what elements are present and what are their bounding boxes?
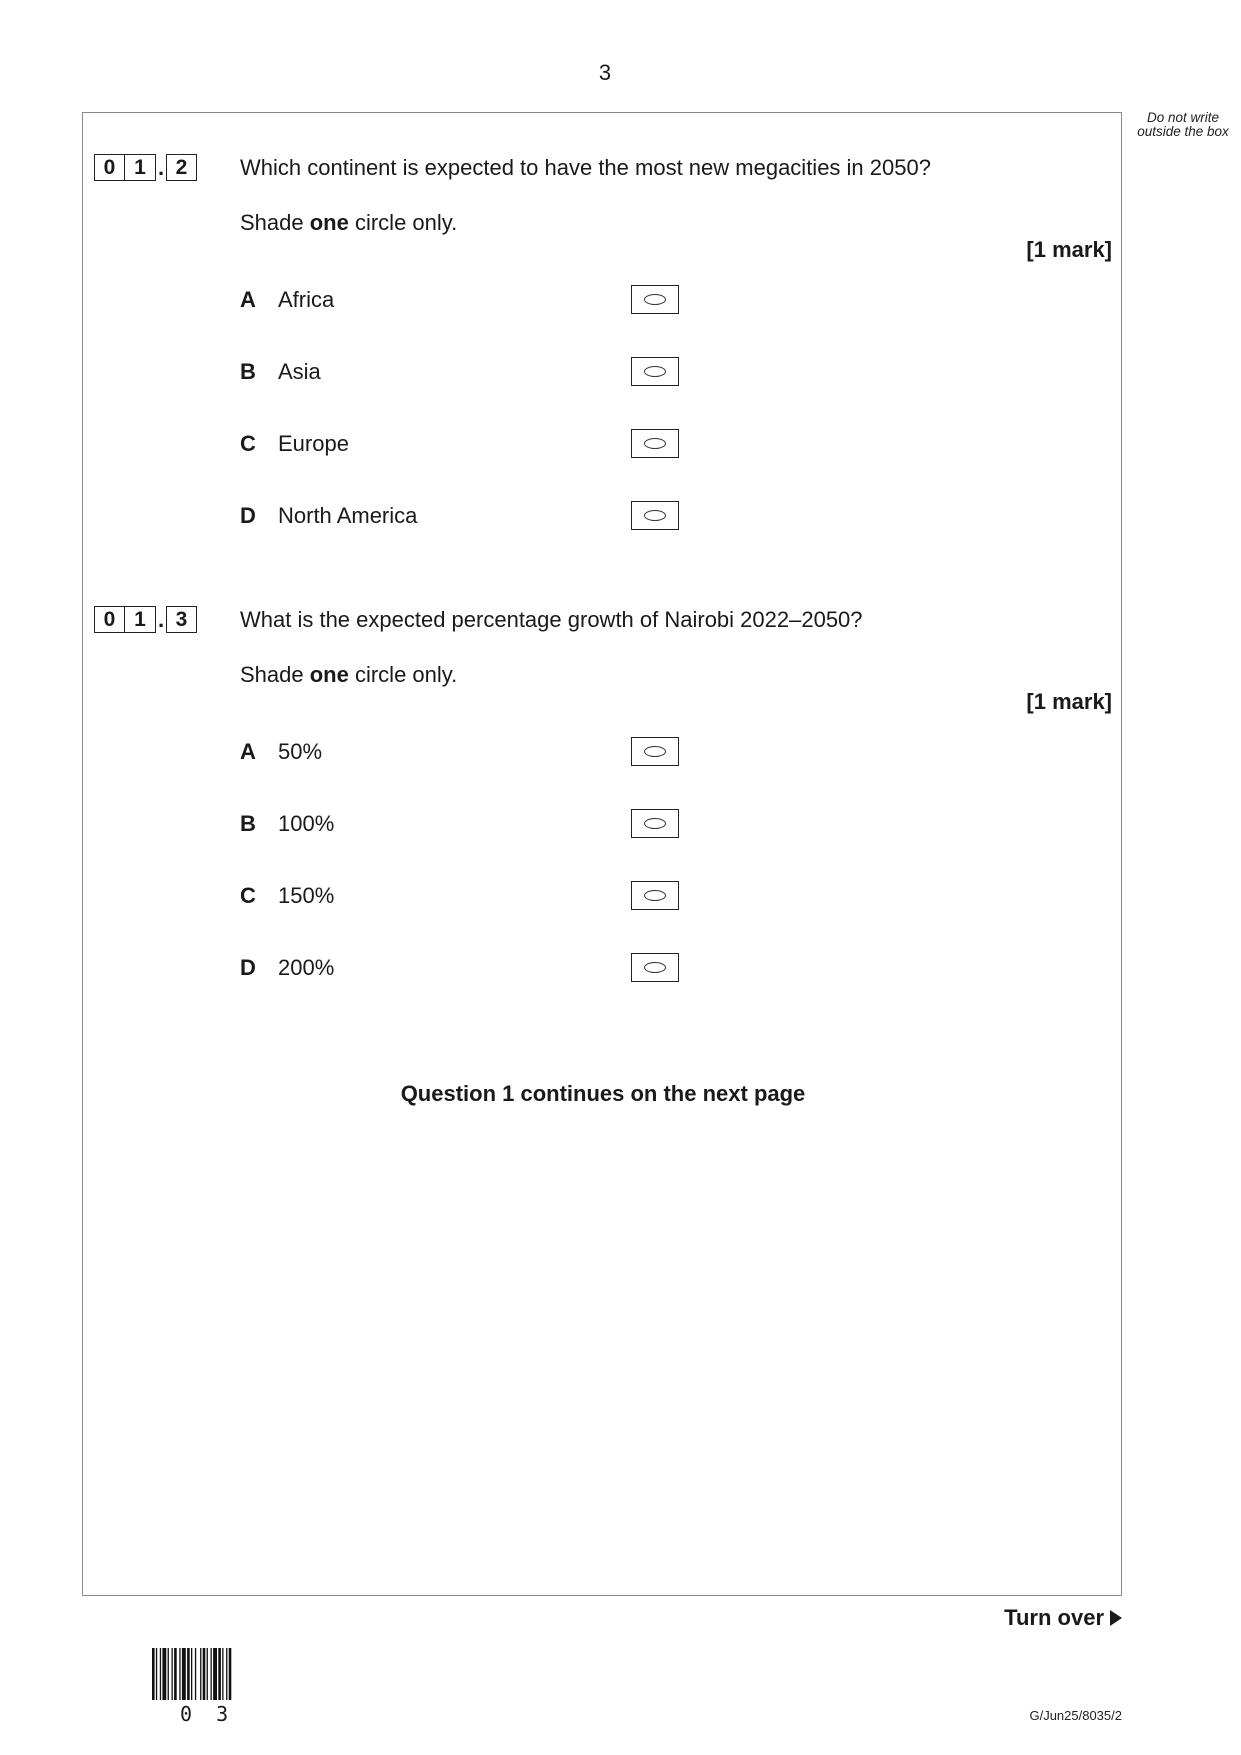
barcode — [152, 1648, 266, 1700]
option-text: Europe — [278, 431, 349, 456]
question-instruction-01-2 — [240, 210, 457, 236]
answer-lozenge[interactable] — [631, 809, 679, 838]
marks-label-01-2: [1 mark] — [1026, 237, 1112, 262]
option-01-3-b — [240, 809, 680, 839]
question-digit: 1 — [125, 606, 156, 633]
answer-frame — [82, 112, 1122, 1596]
lozenge-oval-icon — [644, 746, 666, 757]
option-text: 50% — [278, 739, 323, 764]
option-letter: B — [240, 359, 256, 384]
option-text: North America — [278, 503, 418, 528]
continues-note: Question 1 continues on the next page — [400, 1081, 806, 1106]
option-01-2-b — [240, 357, 680, 387]
option-01-3-d — [240, 953, 680, 983]
question-digit: 2 — [166, 154, 197, 181]
option-letter: A — [240, 287, 256, 312]
answer-lozenge[interactable] — [631, 357, 679, 386]
question-digit: 0 — [94, 154, 125, 181]
lozenge-oval-icon — [644, 294, 666, 305]
question-number-01-3 — [94, 605, 197, 634]
turn-over — [980, 1605, 1122, 1631]
lozenge-oval-icon — [644, 366, 666, 377]
option-letter: C — [240, 883, 256, 908]
instruction-emphasis: one — [309, 662, 349, 687]
question-text-01-3: What is the expected percentage growth of Nairobi 2022–2050? — [240, 607, 863, 632]
question-digit: 0 — [94, 606, 125, 633]
answer-lozenge[interactable] — [631, 737, 679, 766]
instruction-text: Shade — [240, 662, 310, 687]
option-01-3-a — [240, 737, 680, 767]
option-text: 200% — [278, 955, 335, 980]
option-text: 150% — [278, 883, 335, 908]
lozenge-oval-icon — [644, 510, 666, 521]
option-text: Africa — [278, 287, 335, 312]
option-text: Asia — [278, 359, 321, 384]
option-letter: D — [240, 955, 256, 980]
paper-reference: G/Jun25/8035/2 — [1029, 1708, 1122, 1723]
question-number-01-2 — [94, 153, 197, 182]
answer-lozenge[interactable] — [631, 953, 679, 982]
lozenge-oval-icon — [644, 818, 666, 829]
option-letter: B — [240, 811, 256, 836]
option-letter: D — [240, 503, 256, 528]
triangle-right-icon — [1110, 1610, 1122, 1626]
instruction-emphasis: one — [309, 210, 349, 235]
option-letter: A — [240, 739, 256, 764]
option-01-2-c — [240, 429, 680, 459]
turn-over-label: Turn over — [1004, 1605, 1104, 1630]
option-letter: C — [240, 431, 256, 456]
instruction-text: Shade — [240, 210, 310, 235]
page-number: 3 — [598, 60, 612, 85]
answer-lozenge[interactable] — [631, 881, 679, 910]
lozenge-oval-icon — [644, 890, 666, 901]
option-01-3-c — [240, 881, 680, 911]
answer-lozenge[interactable] — [631, 501, 679, 530]
instruction-text: circle only. — [348, 662, 458, 687]
question-text-01-2: Which continent is expected to have the most new megacities in 2050? — [240, 155, 931, 180]
option-text: 100% — [278, 811, 335, 836]
answer-lozenge[interactable] — [631, 429, 679, 458]
barcode-number: 0 3 — [180, 1702, 235, 1726]
answer-lozenge[interactable] — [631, 285, 679, 314]
marks-label-01-3: [1 mark] — [1026, 689, 1112, 714]
instruction-text: circle only. — [348, 210, 458, 235]
question-dot: . — [157, 607, 165, 632]
question-instruction-01-3 — [240, 662, 457, 688]
question-digit: 1 — [125, 154, 156, 181]
lozenge-oval-icon — [644, 962, 666, 973]
question-digit: 3 — [166, 606, 197, 633]
option-01-2-a — [240, 285, 680, 315]
margin-note: Do not write outside the box — [1137, 110, 1229, 139]
lozenge-oval-icon — [644, 438, 666, 449]
option-01-2-d — [240, 501, 680, 531]
question-dot: . — [157, 155, 165, 180]
